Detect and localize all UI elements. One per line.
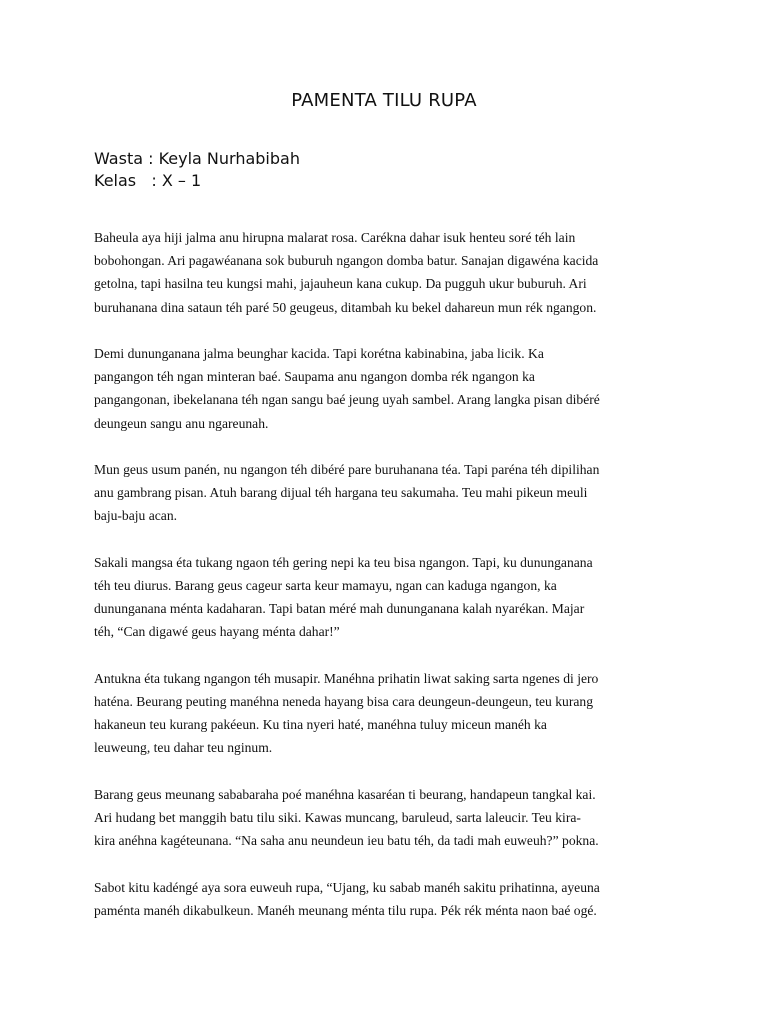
paragraph-line: pangangon téh ngan minteran baé. Saupama anu ngangon domba rék ngangon ka <box>94 369 535 385</box>
paragraph-line: kira anéhna kagéteunana. “Na saha anu neundeun ieu batu téh, da tadi mah euweuh?” pokna. <box>94 833 599 849</box>
paragraph-line: Demi dununganana jalma beunghar kacida. Tapi korétna kabinabina, jaba licik. Ka <box>94 346 544 361</box>
story-paragraph <box>94 667 684 760</box>
paragraph-line: Antukna éta tukang ngangon téh musapir. Manéhna prihatin liwat saking sarta ngenes di jero <box>94 670 599 686</box>
paragraph-line: téh, “Can digawé geus hayang ménta dahar!” <box>94 624 340 640</box>
paragraph-line: Ari hudang bet manggih batu tilu siki. Kawas muncang, baruleud, sarta laleucir. Teu kira- <box>94 810 581 825</box>
paragraph-line: Sabot kitu kadéngé aya sora euweuh rupa, “Ujang, ku sabab manéh sakitu prihatinna, ayeuna <box>94 879 600 895</box>
story-paragraph <box>94 226 684 319</box>
story-body <box>94 226 684 945</box>
paragraph-line: getolna, tapi hasilna teu kungsi mahi, jajauheun kana cukup. Da pugguh ukur buburuh. Ari <box>94 276 587 292</box>
paragraph-line: buruhanana dina sataun téh paré 50 geugeus, ditambah ku bekel dahareun mun rék ngangon. <box>94 299 597 315</box>
paragraph-line: hakaneun teu kurang pakéeun. Ku tina nyeri haté, manéhna tuluy miceun manéh ka <box>94 717 547 733</box>
paragraph-line: bobohongan. Ari pagawéanana sok buburuh ngangon domba batur. Sanajan digawéna kacida <box>94 253 599 269</box>
paragraph-line: deungeun sangu anu ngareunah. <box>94 415 269 431</box>
story-paragraph <box>94 876 684 922</box>
paragraph-line: haténa. Beurang peuting manéhna neneda hayang bisa cara deungeun-deungeun, teu kurang <box>94 694 593 709</box>
paragraph-line: leuweung, teu dahar teu nginum. <box>94 740 273 756</box>
paragraph-line: Mun geus usum panén, nu ngangon téh dibéré pare buruhanana téa. Tapi paréna téh dipilihan <box>94 462 600 477</box>
paragraph-line: baju-baju acan. <box>94 508 178 524</box>
paragraph-line: dununganana ménta kadaharan. Tapi batan méré mah dununganana kalah nyarékan. Majar <box>94 601 585 617</box>
class-line: Kelas : X – 1 <box>94 171 202 190</box>
paragraph-line: anu gambrang pisan. Atuh barang dijual téh hargana teu sakumaha. Teu mahi pikeun meuli <box>94 485 588 501</box>
author-block <box>94 148 300 192</box>
paragraph-line: pangangonan, ibekelanana téh ngan sangu baé jeung uyah sambel. Arang langka pisan dibéré <box>94 392 600 408</box>
story-paragraph <box>94 551 684 644</box>
story-paragraph <box>94 342 684 435</box>
story-paragraph <box>94 458 684 528</box>
paragraph-line: paménta manéh dikabulkeun. Manéh meunang ménta tilu rupa. Pék rék ménta naon baé ogé. <box>94 902 597 918</box>
author-line: Wasta : Keyla Nurhabibah <box>94 149 300 168</box>
paragraph-line: téh teu diurus. Barang geus cageur sarta keur mamayu, ngan can kaduga ngangon, ka <box>94 578 557 593</box>
story-paragraph <box>94 783 684 853</box>
paragraph-line: Baheula aya hiji jalma anu hirupna malarat rosa. Carékna dahar isuk henteu soré téh lain <box>94 230 576 245</box>
paragraph-line: Sakali mangsa éta tukang ngaon téh gering nepi ka teu bisa ngangon. Tapi, ku dununganana <box>94 554 593 570</box>
document-title: PAMENTA TILU RUPA <box>291 90 477 111</box>
paragraph-line: Barang geus meunang sababaraha poé manéhna kasaréan ti beurang, handapeun tangkal kai. <box>94 786 596 802</box>
